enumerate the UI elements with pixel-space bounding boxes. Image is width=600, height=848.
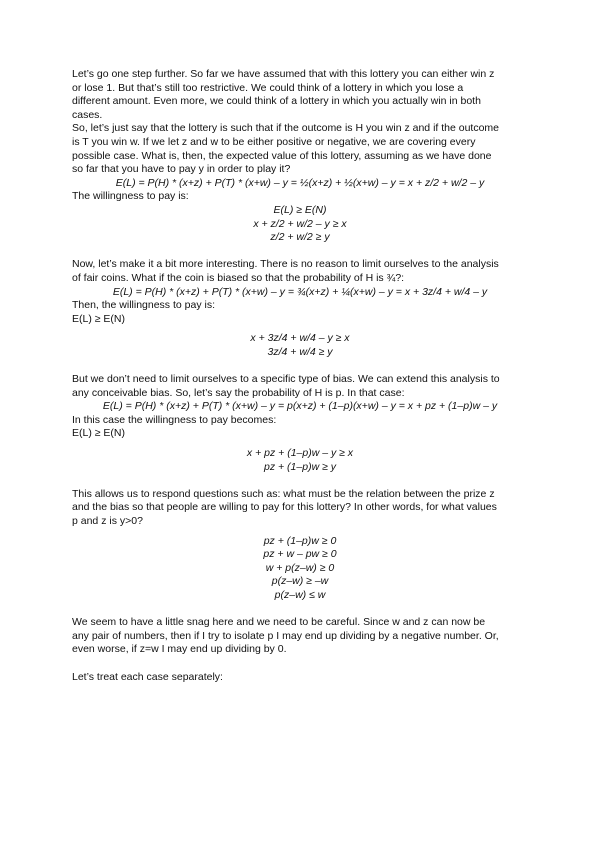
text-line: p and z is y>0?: [72, 515, 143, 527]
paragraph-intro: [72, 68, 528, 122]
text-line: This allows us to respond questions such as: what must be the relation between the prize z: [72, 487, 495, 500]
math-line: p(z–w) ≤ w: [274, 588, 326, 601]
paragraph-question: [72, 488, 528, 529]
text-line: any pair of numbers, then if I try to isolate p I may end up dividing by a negative number. Or,: [72, 629, 499, 642]
willingness-label-2: Then, the willingness to pay is:: [72, 299, 215, 312]
equation-biased-coin: E(L) = P(H) * (x+z) + P(T) * (x+w) – y = ¾(x+z) + ¼(x+w) – y = x + 3z/4 + w/4 – y: [112, 285, 488, 298]
text-line: even worse, if z=w I may end up dividing by 0.: [72, 643, 287, 656]
text-line: cases.: [72, 108, 103, 121]
math-line: w + p(z–w) ≥ 0: [265, 561, 335, 574]
math-line: E(L) ≥ E(N): [273, 203, 327, 216]
inequality-label-3: E(L) ≥ E(N): [72, 427, 126, 440]
text-line: of fair coins. What if the coin is biased so that the probability of H is ¾?:: [72, 271, 405, 284]
willingness-label-1: The willingness to pay is:: [72, 190, 189, 203]
text-line: We seem to have a little snag here and we need to be careful. Since w and z can now be: [72, 616, 486, 629]
paragraph-biased-coin: [72, 258, 528, 285]
text-line: so far that you have to pay y in order to play it?: [72, 163, 291, 176]
math-line: z/2 + w/2 ≥ y: [270, 231, 330, 244]
document-page: [72, 68, 528, 684]
inequality-block-3: [72, 447, 528, 474]
text-line: or lose 1. But that’s still too restrictive. We could think of a lottery in which you lose a: [72, 81, 464, 94]
willingness-label-3: In this case the willingness to pay becomes:: [72, 413, 277, 426]
equation-fair-coin: E(L) = P(H) * (x+z) + P(T) * (x+w) – y = ½(x+z) + ½(x+w) – y = x + z/2 + w/2 – y: [115, 176, 485, 189]
math-line: pz + w – pw ≥ 0: [263, 548, 337, 561]
paragraph-setup: [72, 122, 528, 176]
paragraph-snag: [72, 616, 528, 657]
math-line: x + z/2 + w/2 – y ≥ x: [253, 217, 347, 230]
text-line: Let’s go one step further. So far we have assumed that with this lottery you can either win z: [72, 68, 495, 80]
paragraph-any-bias: [72, 373, 528, 400]
text-line: and the bias so that people are willing to pay for this lottery? In other words, for what values: [72, 501, 497, 514]
text-line: is T you win w. If we let z and w to be either positive or negative, we are covering every: [72, 135, 476, 148]
paragraph-closing: Let’s treat each case separately:: [72, 670, 223, 683]
inequality-label-2: E(L) ≥ E(N): [72, 312, 126, 325]
text-line: different amount. Even more, we could think of a lottery in which you actually win in both: [72, 95, 481, 108]
math-line: pz + (1–p)w ≥ y: [264, 460, 336, 473]
text-line: So, let’s just say that the lottery is such that if the outcome is H you win z and if the outcome: [72, 122, 500, 135]
text-line: any conceivable bias. So, let’s say the probability of H is p. In that case:: [72, 386, 405, 399]
math-line: p(z–w) ≥ –w: [271, 575, 329, 588]
inequality-block-2: [72, 332, 528, 359]
math-line: x + pz + (1–p)w – y ≥ x: [246, 447, 354, 460]
math-line: x + 3z/4 + w/4 – y ≥ x: [250, 332, 350, 345]
inequality-block-1: [72, 204, 528, 245]
text-line: But we don’t need to limit ourselves to a specific type of bias. We can extend this analysis to: [72, 373, 500, 386]
math-line: pz + (1–p)w ≥ 0: [263, 534, 337, 547]
math-line: 3z/4 + w/4 ≥ y: [267, 345, 333, 358]
text-line: Now, let’s make it a bit more interesting. There is no reason to limit ourselves to the analysis: [72, 258, 499, 271]
equation-general-bias: E(L) = P(H) * (x+z) + P(T) * (x+w) – y = p(x+z) + (1–p)(x+w) – y = x + pz + (1–p)w – y: [102, 400, 498, 413]
text-line: possible case. What is, then, the expected value of this lottery, assuming as we have done: [72, 149, 492, 162]
inequality-block-4: [72, 535, 528, 603]
